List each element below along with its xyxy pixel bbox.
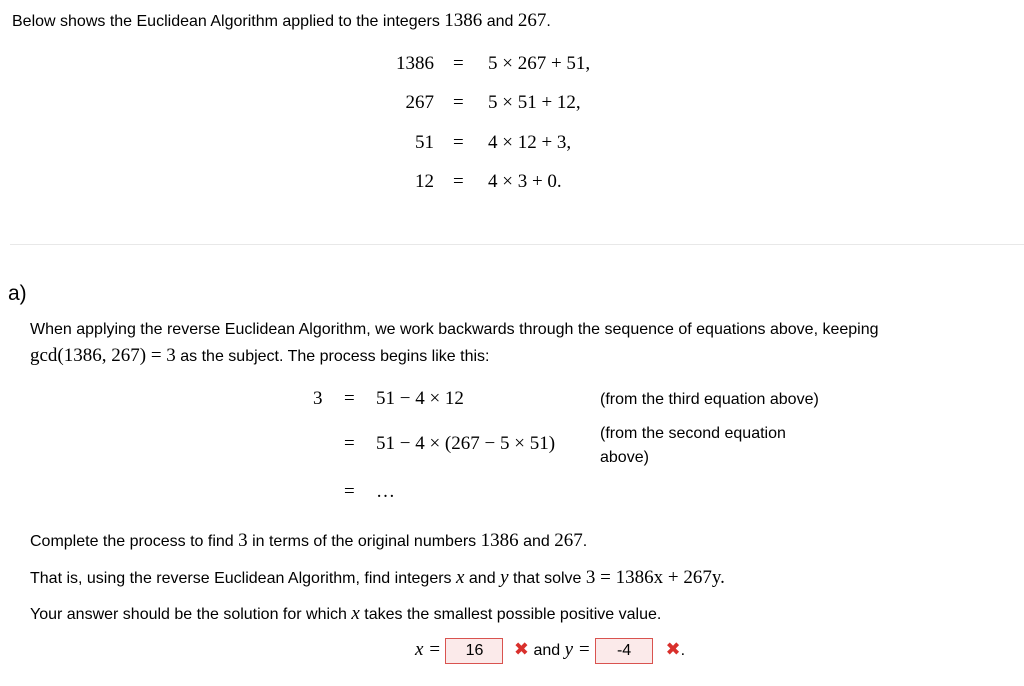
eq-rhs: 5 × 267 + 51,: [488, 53, 591, 74]
smallest-text1: Your answer should be the solution for which: [30, 606, 347, 623]
var-y: y: [500, 567, 509, 588]
eq-lhs: 1386: [396, 53, 434, 74]
complete-three: 3: [238, 530, 248, 551]
complete-line: [30, 530, 587, 552]
intro-text: Below shows the Euclidean Algorithm applied to the integers: [12, 13, 440, 30]
var-x: x: [456, 567, 465, 588]
answer-period: .: [680, 642, 686, 660]
intro-b: 267: [517, 10, 547, 31]
eq-lhs: 267: [405, 92, 434, 113]
eq-rhs: 5 × 51 + 12,: [488, 92, 581, 113]
reverse-note: (from the third equation above): [600, 391, 819, 408]
complete-text2: in terms of the original numbers: [252, 533, 477, 550]
reverse-note-line2: above): [600, 449, 649, 466]
intro-line: [12, 10, 551, 32]
eq-lhs: 51: [415, 132, 434, 153]
intro-and: and: [486, 13, 514, 30]
that-is-text2: that solve: [512, 570, 582, 587]
gcd-expression: gcd(1386, 267) = 3: [30, 345, 176, 366]
target-equation: 3 = 1386x + 267y.: [585, 567, 725, 588]
eq-sign: =: [453, 132, 464, 153]
complete-b: 267: [554, 530, 583, 551]
complete-period: .: [582, 533, 588, 550]
smallest-text2: takes the smallest possible positive value.: [364, 606, 662, 623]
reverse-eq: =: [344, 481, 355, 502]
y-answer-input[interactable]: -4: [595, 638, 653, 664]
answer-and: and: [533, 642, 561, 660]
reverse-eq: =: [344, 433, 355, 454]
answer-row: [415, 638, 685, 664]
complete-text1: Complete the process to find: [30, 533, 234, 550]
x-answer-input[interactable]: 16: [445, 638, 503, 664]
x-label: x =: [415, 639, 442, 661]
reverse-eq: =: [344, 388, 355, 409]
x-incorrect-icon: ✖: [513, 639, 530, 660]
reverse-note-line1: (from the second equation: [600, 425, 786, 442]
reverse-rhs: 51 − 4 × (267 − 5 × 51): [376, 433, 556, 454]
paragraph-line1: When applying the reverse Euclidean Algorithm, we work backwards through the sequence of equations above, keeping: [30, 321, 879, 338]
paragraph-line2: [30, 345, 489, 367]
complete-a: 1386: [480, 530, 519, 551]
reverse-note: [600, 422, 786, 470]
eq-sign: =: [453, 92, 464, 113]
reverse-rhs: …: [376, 481, 395, 502]
section-divider: [10, 244, 1024, 245]
that-is-text1: That is, using the reverse Euclidean Algorithm, find integers: [30, 570, 452, 587]
y-label: y =: [564, 639, 591, 661]
that-is-line: [30, 567, 725, 589]
smallest-x: x: [351, 603, 360, 624]
eq-rhs: 4 × 12 + 3,: [488, 132, 572, 153]
smallest-line: [30, 603, 661, 625]
y-incorrect-icon: ✖: [665, 639, 681, 660]
reverse-rhs: 51 − 4 × 12: [376, 388, 464, 409]
paragraph-line2-text: as the subject. The process begins like this:: [180, 348, 490, 365]
part-label: a): [8, 282, 27, 305]
eq-rhs: 4 × 3 + 0.: [488, 171, 562, 192]
intro-period: .: [546, 13, 551, 30]
intro-a: 1386: [444, 10, 483, 31]
complete-and: and: [523, 533, 550, 550]
that-is-and: and: [468, 570, 496, 587]
eq-sign: =: [453, 53, 464, 74]
eq-sign: =: [453, 171, 464, 192]
eq-lhs: 12: [415, 171, 434, 192]
reverse-lhs: 3: [313, 388, 323, 409]
